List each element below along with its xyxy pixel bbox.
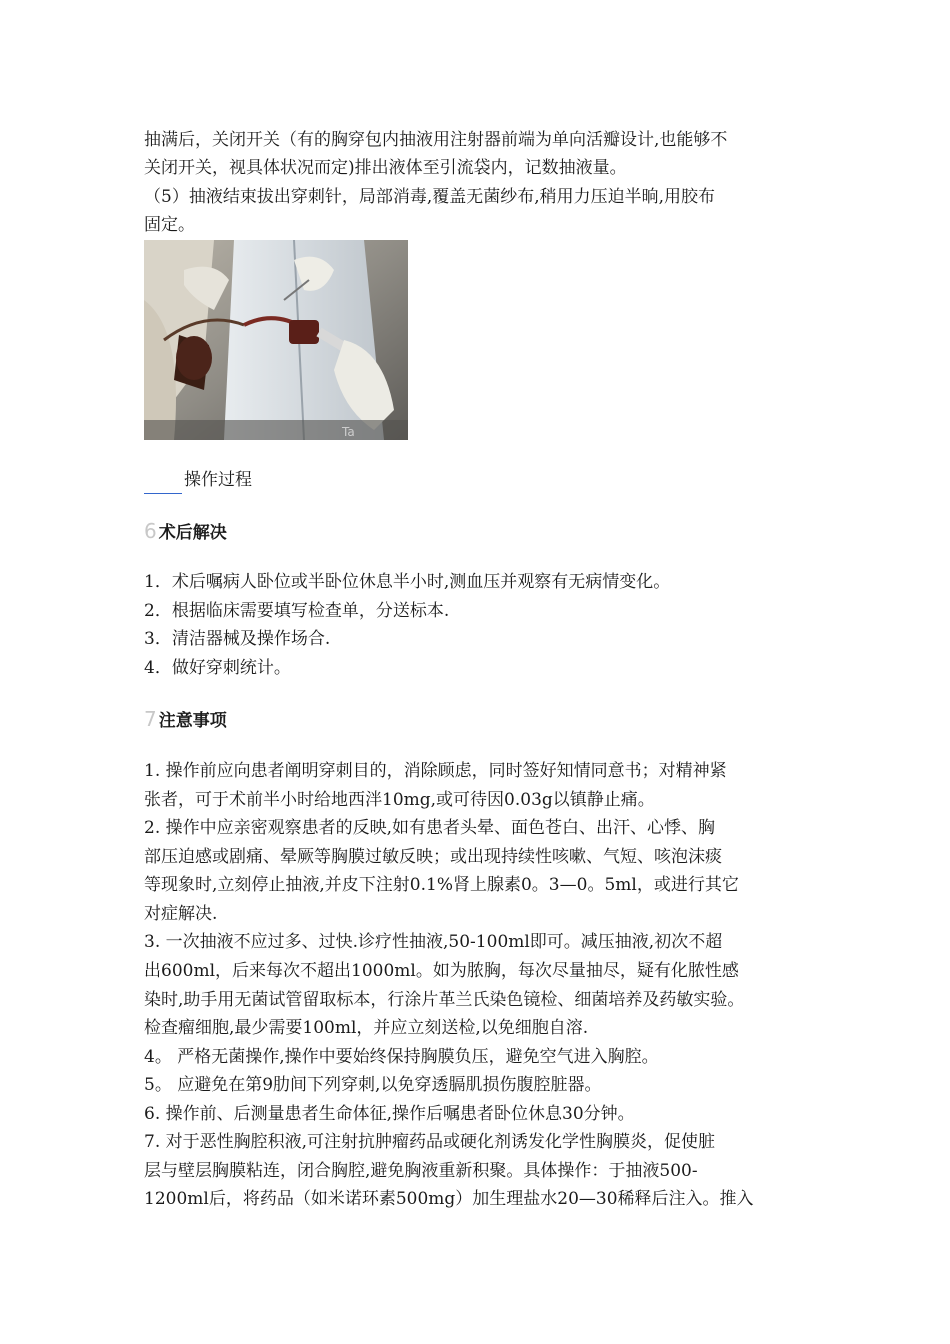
paragraph-line: 7. 对于恶性胸腔积液,可注射抗肿瘤药品或硬化剂诱发化学性胸膜炎，促使脏 [144,1132,716,1152]
section-title: 注意事项 [158,711,227,731]
paragraph-line: 对症解决. [144,904,218,924]
list-item: 2．根据临床需要填写检查单，分送标本. [144,601,450,621]
paragraph-line: 固定。 [144,215,195,235]
section-title: 术后解决 [158,523,227,543]
list-item: 4．做好穿刺统计。 [144,658,291,678]
paragraph-line: 1200ml后，将药品（如米诺环素500mg）加生理盐水20—30稀释后注入。推入 [144,1189,754,1209]
paragraph-line: 5。 应避免在第9肋间下列穿刺,以免穿透膈肌损伤腹腔脏器。 [144,1075,602,1095]
paragraph-line: 张者，可于术前半小时给地西泮10mg,或可待因0.03g以镇静止痛。 [144,790,655,810]
list-item: 1．术后嘱病人卧位或半卧位休息半小时,测血压并观察有无病情变化。 [144,572,671,592]
procedure-photo-illustration [144,240,408,440]
section-heading [144,517,227,547]
paragraph-line: 4。 严格无菌操作,操作中要始终保持胸膜负压，避免空气进入胸腔。 [144,1047,659,1067]
procedure-photo [144,240,408,440]
section-number: 7 [144,707,157,731]
section-number: 6 [144,519,157,543]
section-heading [144,705,227,735]
paragraph-line: 1. 操作前应向患者阐明穿刺目的，消除顾虑，同时签好知情同意书；对精神紧 [144,761,727,781]
list-item: 3．清洁器械及操作场合. [144,629,331,649]
paragraph-line: 关闭开关，视具体状况而定)排出液体至引流袋内，记数抽液量。 [144,158,627,178]
paragraph-line: 部压迫感或剧痛、晕厥等胸膜过敏反映；或出现持续性咳嗽、气短、咳泡沫痰 [144,847,722,867]
photo-caption [144,466,252,494]
paragraph-line: 2. 操作中应亲密观察患者的反映,如有患者头晕、面色苍白、出汗、心悸、胸 [144,818,716,838]
paragraph-line: 6. 操作前、后测量患者生命体征,操作后嘱患者卧位休息30分钟。 [144,1104,635,1124]
paragraph-line: 检查瘤细胞,最少需要100ml，并应立刻送检,以免细胞自溶. [144,1018,589,1038]
photo-watermark: Ta [342,425,355,439]
paragraph-line: 抽满后，关闭开关（有的胸穿包内抽液用注射器前端为单向活瓣设计,也能够不 [144,130,728,150]
paragraph-line: 等现象时,立刻停止抽液,并皮下注射0.1%肾上腺素0。3—0。5ml，或进行其它 [144,875,739,895]
paragraph-line: 染时,助手用无菌试管留取标本，行涂片革兰氏染色镜检、细菌培养及药敏实验。 [144,990,745,1010]
caption-text: 操作过程 [184,470,252,490]
paragraph-line: 层与壁层胸膜粘连，闭合胸腔,避免胸液重新积聚。具体操作：于抽液500- [144,1161,698,1181]
caption-underline [144,473,182,494]
paragraph-line: 3. 一次抽液不应过多、过快.诊疗性抽液,50-100ml即可。减压抽液,初次不超 [144,932,723,952]
paragraph-line: （5）抽液结束拔出穿刺针，局部消毒,覆盖无菌纱布,稍用力压迫半晌,用胶布 [144,187,716,207]
paragraph-line: 出600ml，后来每次不超出1000ml。如为脓胸，每次尽量抽尽，疑有化脓性感 [144,961,739,981]
